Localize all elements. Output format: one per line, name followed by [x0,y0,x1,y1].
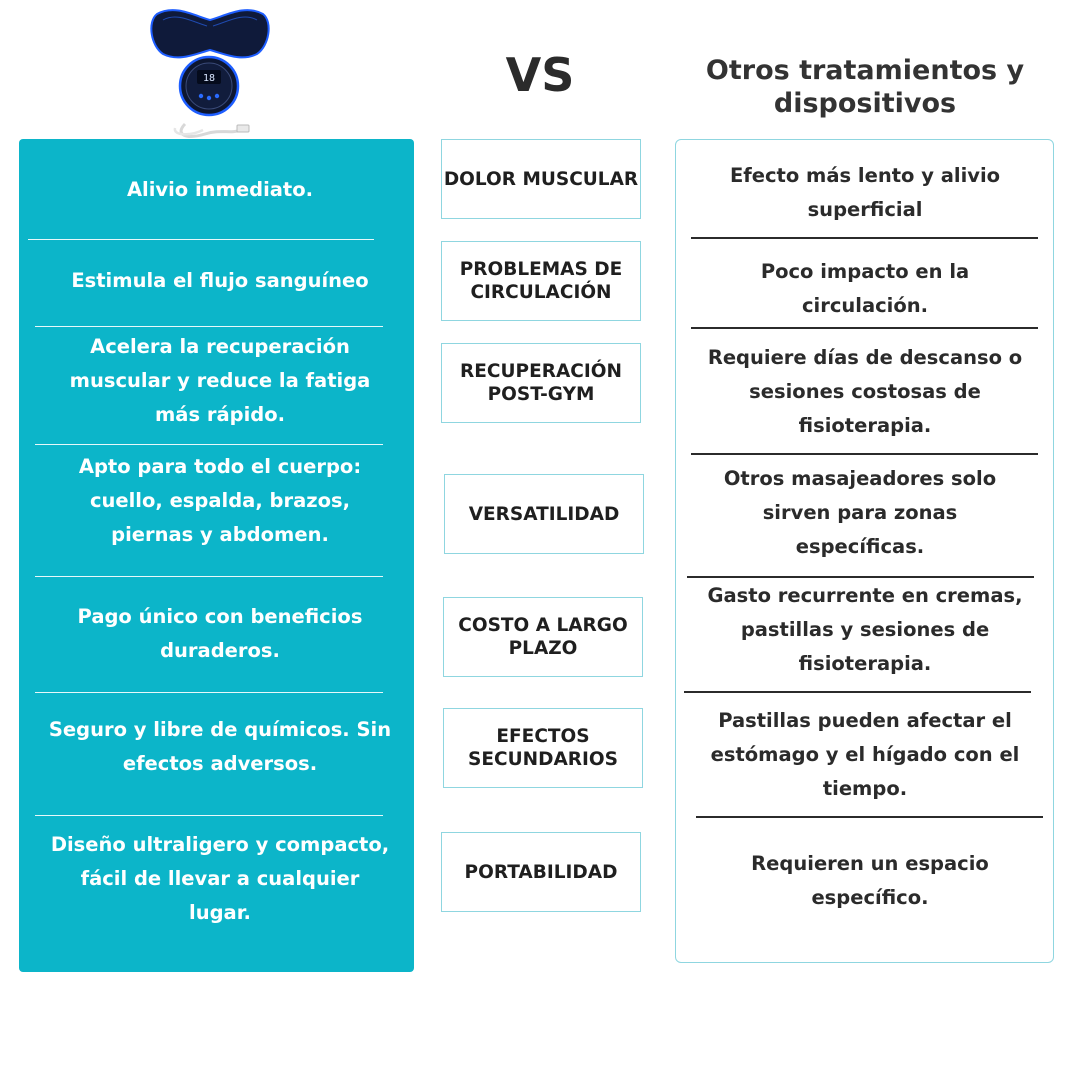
comparison-row: Poco impacto en la circulación. [760,260,970,317]
row-divider [35,326,383,327]
row-divider [696,816,1043,818]
row-divider [684,691,1031,693]
row-divider [35,815,383,816]
row-divider [35,444,383,445]
benefit-row: Acelera la recuperación muscular y reduce la fatiga más rápido. [69,335,371,426]
benefit-row: Pago único con beneficios duraderos. [77,605,363,662]
benefit-row: Seguro y libre de químicos. Sin efectos adversos. [48,718,392,775]
comparison-row: Otros masajeadores solo sirven para zonas específicas. [723,467,997,558]
controller-display: 18 [202,73,216,84]
benefit-row: Diseño ultraligero y compacto, fácil de llevar a cualquier lugar. [50,833,390,924]
category-dolor-muscular: DOLOR MUSCULAR [441,139,641,219]
right-title-line2: dispositivos [773,88,957,119]
right-column-title [690,54,1040,120]
vs-label: VS [505,48,575,102]
massager-device-image [145,6,275,141]
category-circulacion: PROBLEMAS DE CIRCULACIÓN [441,241,641,321]
benefit-row: Estimula el flujo sanguíneo [71,268,369,292]
row-divider [691,453,1038,455]
row-divider [691,327,1038,329]
category-efectos-secundarios: EFECTOS SECUNDARIOS [443,708,643,788]
row-divider [28,239,374,240]
category-costo: COSTO A LARGO PLAZO [443,597,643,677]
benefit-row: Alivio inmediato. [126,178,314,201]
comparison-row: Gasto recurrente en cremas, pastillas y sesiones de fisioterapia. [707,584,1023,675]
row-divider [691,237,1038,239]
row-divider [35,692,383,693]
comparison-row: Requieren un espacio específico. [751,852,989,909]
device-benefits-panel [19,139,414,972]
comparison-row: Requiere días de descanso o sesiones costosas de fisioterapia. [707,346,1023,437]
category-portabilidad: PORTABILIDAD [441,832,641,912]
right-title-line1: Otros tratamientos y [705,55,1025,86]
row-divider [35,576,383,577]
category-versatilidad: VERSATILIDAD [444,474,644,554]
benefit-row: Apto para todo el cuerpo: cuello, espalda, brazos, piernas y abdomen. [78,455,362,546]
comparison-row: Efecto más lento y alivio superficial [729,164,1001,221]
comparison-row: Pastillas pueden afectar el estómago y el hígado con el tiempo. [710,709,1020,800]
category-recuperacion: RECUPERACIÓN POST-GYM [441,343,641,423]
